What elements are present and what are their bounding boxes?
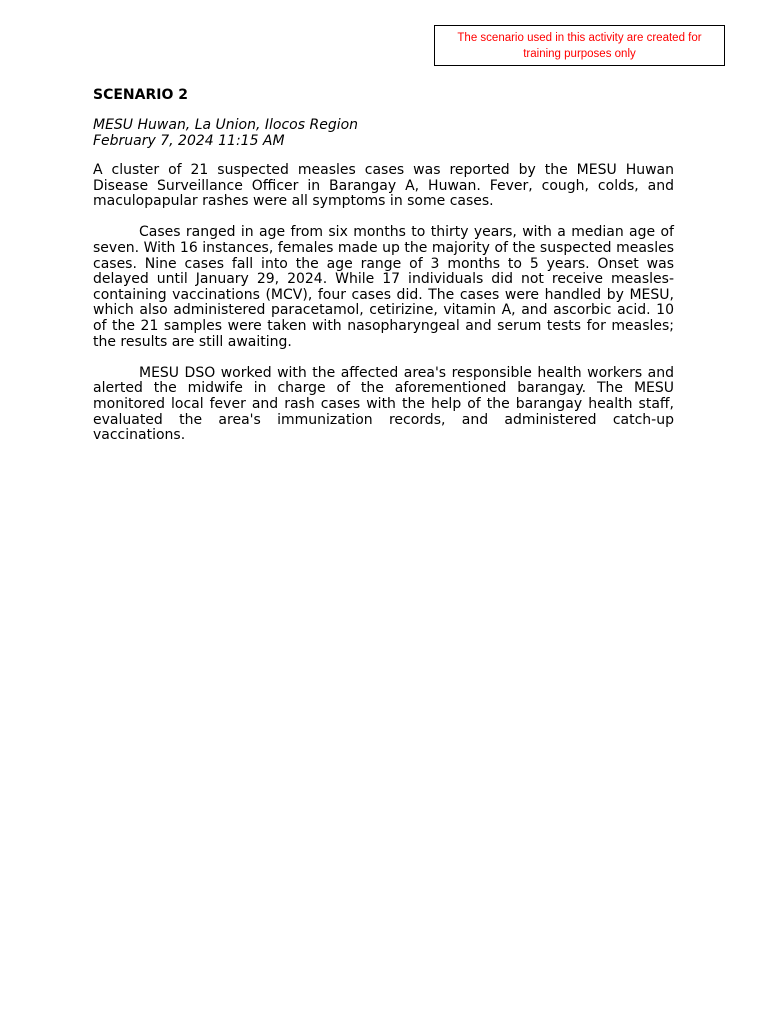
scenario-paragraph-3: MESU DSO worked with the affected area's responsible health workers and alerted the midwife in charge of the aforementioned barangay. The MESU monitored local fever and rash cases with the help of the barangay health staff, evaluated the area's immunization records, and administered catch-up vaccinations. (93, 364, 674, 444)
training-disclaimer-box (434, 25, 725, 66)
training-disclaimer-text: The scenario used in this activity are created for training purposes only (457, 31, 702, 60)
scenario-meta (93, 117, 674, 149)
scenario-title: SCENARIO 2 (93, 87, 188, 103)
scenario-document (93, 86, 674, 444)
scenario-paragraph-1: A cluster of 21 suspected measles cases was reported by the MESU Huwan Disease Surveillance Officer in Barangay A, Huwan. Fever, cough, colds, and maculopapular rashes were all symptoms in some cases. (93, 162, 674, 210)
scenario-datetime: February 7, 2024 11:15 AM (93, 133, 285, 149)
scenario-paragraph-2: Cases ranged in age from six months to thirty years, with a median age of seven. With 16 instances, females made up the majority of the suspected measles cases. Nine cases fall into the age range of 3 months to 5 years. Onset was delayed until January 29, 2024. While 17 individuals did not receive measles-containing vaccinations (MCV), four cases did. The cases were handled by MESU, which also administered paracetamol, cetirizine, vitamin A, and ascorbic acid. 10 of the 21 samples were taken with nasopharyngeal and serum tests for measles; the results are still awaiting. (93, 224, 674, 350)
scenario-location: MESU Huwan, La Union, Ilocos Region (93, 117, 359, 133)
